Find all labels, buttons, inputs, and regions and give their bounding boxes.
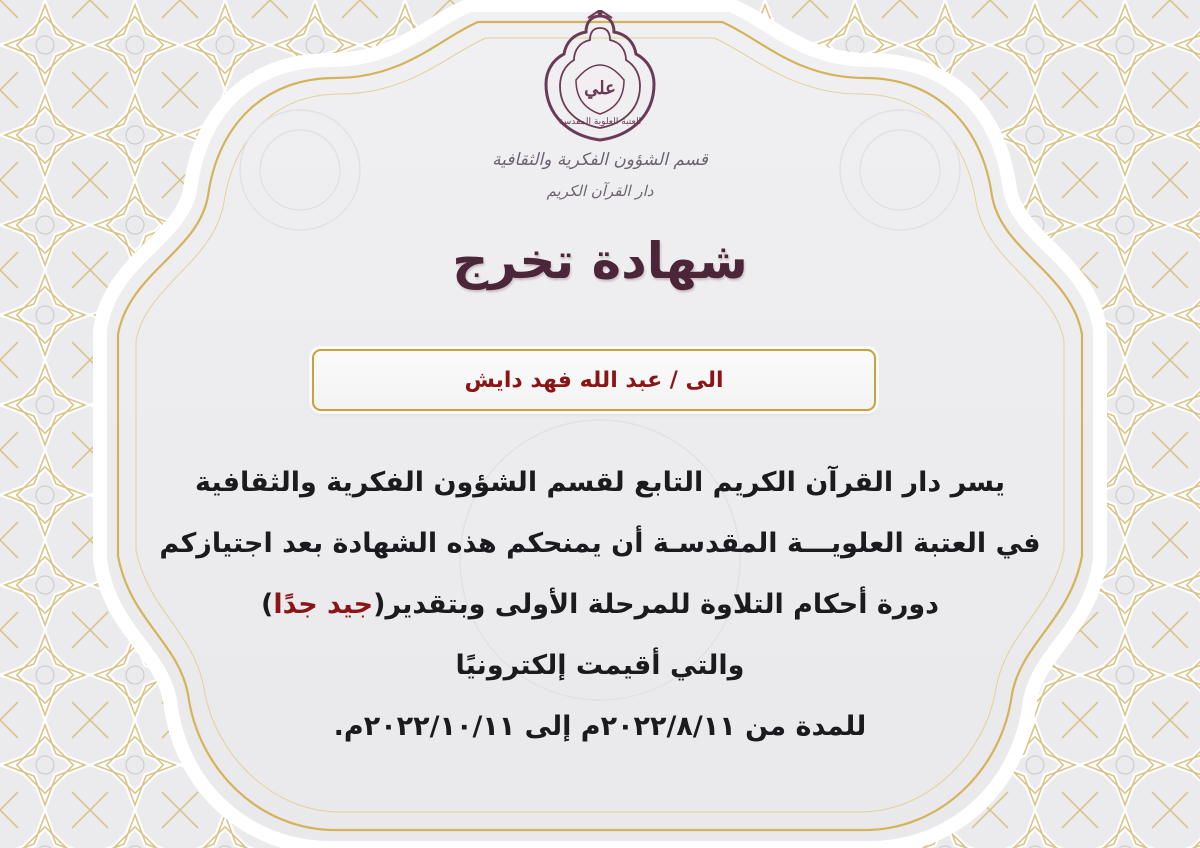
course-text: دورة أحكام التلاوة للمرحلة الأولى وبتقدير <box>385 589 939 620</box>
body-line-1: يسر دار القرآن الكريم التابع لقسم الشؤون الفكرية والثقافية <box>194 467 1006 498</box>
certificate-body <box>120 452 1080 757</box>
body-line-2: في العتبة العلويـــة المقدسـة أن يمنحكم هذه الشهادة بعد اجتيازكم <box>159 528 1041 559</box>
department-name: قسم الشؤون الفكرية والثقافية <box>492 150 708 170</box>
center-name: دار القرآن الكريم <box>546 182 654 200</box>
recipient-name: الى / عبد الله فهد دايش <box>464 367 724 393</box>
body-line-4: والتي أقيمت إلكترونيًا <box>455 650 745 681</box>
logo-inner-text: علي <box>584 78 616 99</box>
shrine-seal-icon <box>536 10 664 150</box>
certificate-title: شهادة تخرج <box>452 232 748 290</box>
body-line-3 <box>120 574 1080 635</box>
close-paren: ) <box>261 589 274 620</box>
logo-ring-text: العتبة العلوية المقدسة <box>558 117 642 127</box>
recipient-box <box>312 349 876 411</box>
open-paren: ( <box>373 589 386 620</box>
body-line-5: للمدة من ٢٠٢٢/٨/١١م إلى ٢٠٢٢/١٠/١١م. <box>333 711 867 742</box>
grade-text: جيد جدًا <box>273 589 374 620</box>
